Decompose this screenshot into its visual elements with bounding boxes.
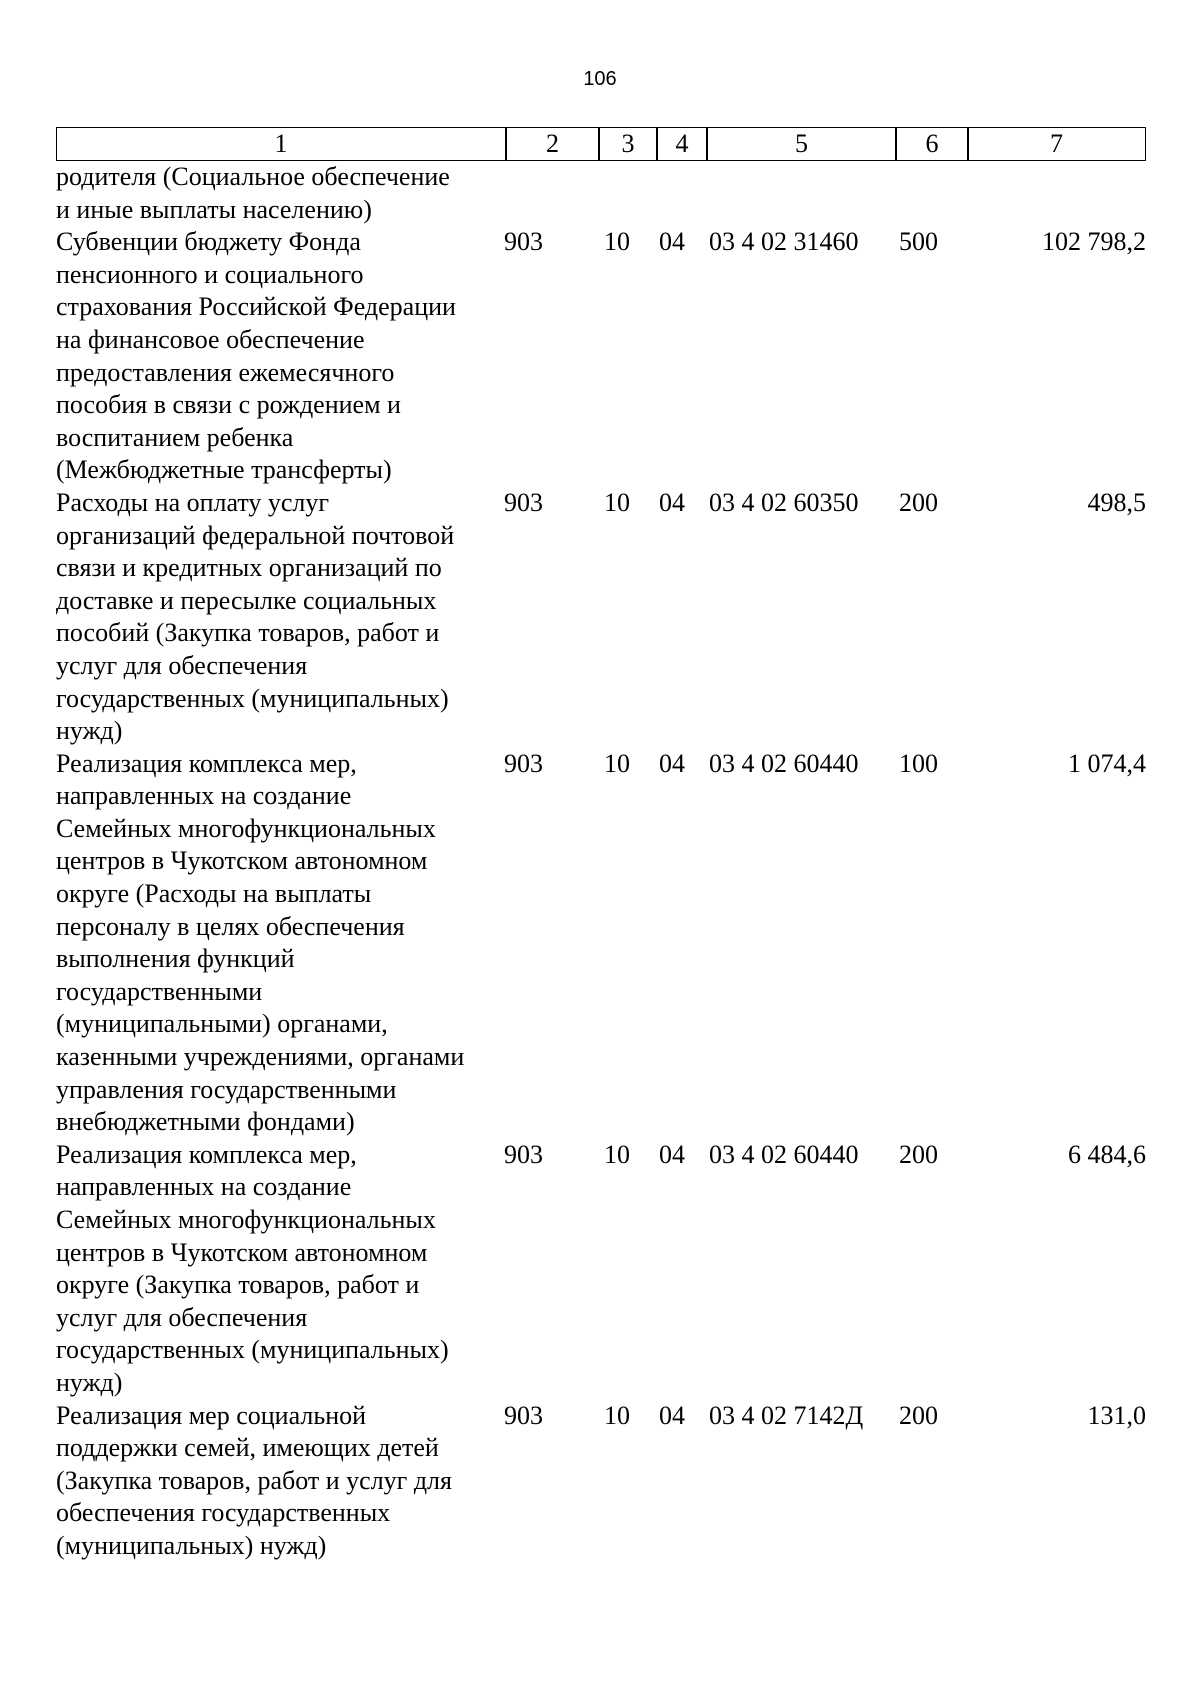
page-number: 106	[583, 68, 617, 90]
row-target-code: 03 4 02 7142Д	[709, 1400, 864, 1430]
row-description: родителя (Социальное обеспечение и иные выплаты населению)	[56, 162, 450, 224]
row-expense-type: 100	[899, 748, 938, 778]
column-header-4: 4	[675, 129, 689, 158]
row-target-code: 03 4 02 60350	[709, 487, 859, 517]
row-section: 10	[604, 227, 630, 257]
row-target-code: 03 4 02 60440	[709, 1139, 859, 1169]
row-target-code: 03 4 02 31460	[709, 227, 859, 257]
row-expense-type: 500	[899, 227, 938, 257]
column-header-7: 7	[1050, 129, 1063, 158]
row-description: Реализация мер социальной поддержки семей, имеющих детей (Закупка товаров, работ и услуг для обеспечения государственных (муниципальных) нужд)	[56, 1400, 452, 1560]
table-row	[56, 1400, 1146, 1563]
row-admin-code: 903	[504, 748, 543, 778]
row-subsection: 04	[659, 1139, 685, 1169]
row-target-code: 03 4 02 60440	[709, 748, 859, 778]
row-sum: 131,0	[1087, 1400, 1146, 1430]
column-header-5: 5	[795, 129, 808, 158]
table-row	[56, 161, 1146, 226]
table-row	[56, 748, 1146, 1139]
column-header-1: 1	[274, 129, 288, 158]
row-section: 10	[604, 1400, 630, 1430]
row-section: 10	[604, 487, 630, 517]
row-admin-code: 903	[504, 227, 543, 257]
row-description: Субвенции бюджету Фонда пенсионного и социального страхования Российской Федерации на финансовое обеспечение предоставления ежемесячного пособия в связи с рождением и воспитанием ребенка (Межбюджетные трансферты)	[56, 227, 456, 485]
column-header-6: 6	[925, 129, 939, 158]
row-sum: 102 798,2	[1042, 227, 1146, 257]
table-row	[56, 226, 1146, 487]
row-admin-code: 903	[504, 1139, 543, 1169]
row-subsection: 04	[659, 227, 685, 257]
row-admin-code: 903	[504, 1400, 543, 1430]
row-description: Реализация комплекса мер, направленных на создание Семейных многофункциональных центров в Чукотском автономном округе (Расходы на выплаты персоналу в целях обеспечения выполнения функций государственными (муниципальными) органами, казенными учреждениями, органами управления государственными внебюджетными фондами)	[56, 748, 465, 1137]
row-subsection: 04	[659, 487, 685, 517]
row-expense-type: 200	[899, 1139, 938, 1169]
row-description: Реализация комплекса мер, направленных на создание Семейных многофункциональных центров в Чукотском автономном округе (Закупка товаров, работ и услуг для обеспечения государственных (муниципальных) нужд)	[56, 1139, 449, 1397]
row-section: 10	[604, 748, 630, 778]
row-expense-type: 200	[899, 1400, 938, 1430]
row-subsection: 04	[659, 748, 685, 778]
table-row	[56, 1139, 1146, 1400]
column-header-2: 2	[546, 129, 559, 158]
table-row	[56, 487, 1146, 748]
table-body	[56, 161, 1146, 1563]
row-section: 10	[604, 1139, 630, 1169]
row-sum: 6 484,6	[1068, 1139, 1146, 1169]
row-description: Расходы на оплату услуг организаций федеральной почтовой связи и кредитных организаций по доставке и пересылке социальных пособий (Закупка товаров, работ и услуг для обеспечения государственных (муниципальных) нужд)	[56, 487, 455, 746]
column-header-3: 3	[621, 129, 635, 158]
row-expense-type: 200	[899, 487, 938, 517]
row-sum: 498,5	[1087, 487, 1146, 517]
row-subsection: 04	[659, 1400, 685, 1430]
row-admin-code: 903	[504, 487, 543, 517]
row-sum: 1 074,4	[1068, 748, 1146, 778]
table-header	[56, 127, 1146, 161]
